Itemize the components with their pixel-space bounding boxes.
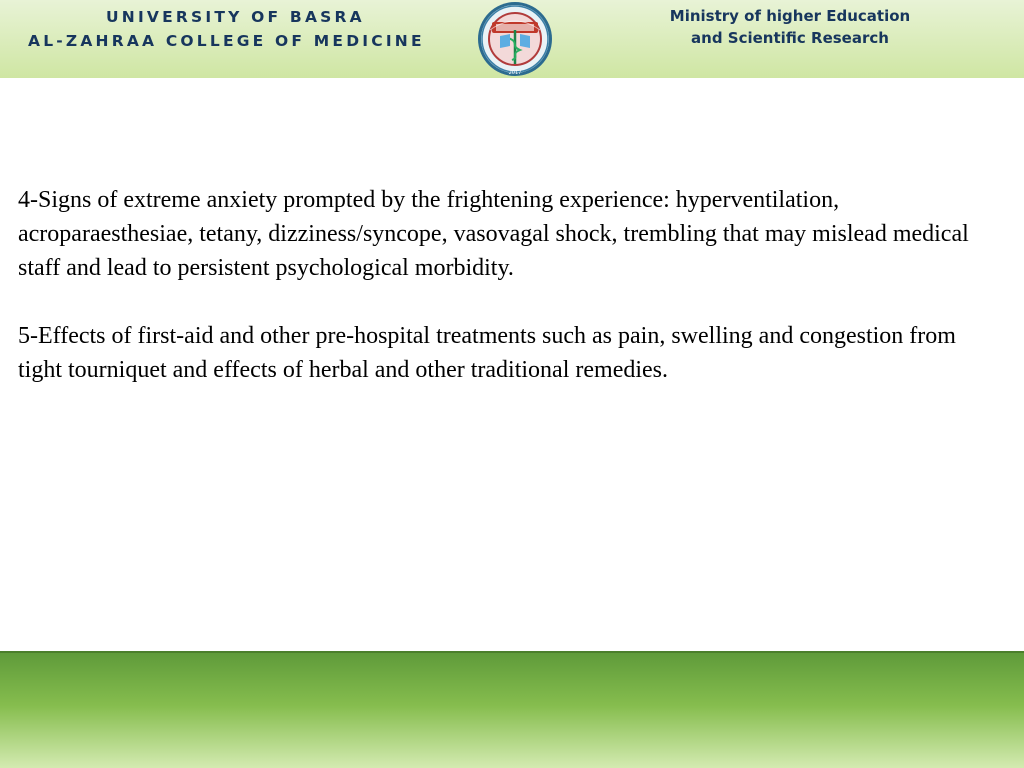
ministry-line-1: Ministry of higher Education [669, 7, 911, 25]
slide-body [18, 183, 978, 387]
paragraph-first-aid-effects: 5-Effects of first-aid and other pre-hospital treatments such as pain, swelling and congestion from tight tourniquet and effects of herbal and other traditional remedies. [18, 323, 956, 383]
college-name: AL-ZAHRAA COLLEGE OF MEDICINE [28, 32, 425, 50]
ministry-line-2: and Scientific Research [691, 29, 889, 47]
header-band [0, 0, 1024, 78]
university-name: UNIVERSITY OF BASRA [106, 8, 365, 26]
footer-band [0, 651, 1024, 768]
paragraph-spacer [18, 285, 978, 319]
ministry-title [640, 5, 940, 49]
logo-year: 2017 [508, 70, 522, 76]
college-seal-logo [470, 0, 560, 78]
paragraph-anxiety-signs: 4-Signs of extreme anxiety prompted by the frightening experience: hyperventilation, acroparaesthesiae, tetany, dizziness/syncope, vasovagal shock, trembling that may mislead medical staff and lead to persistent psychological morbidity. [18, 187, 969, 281]
